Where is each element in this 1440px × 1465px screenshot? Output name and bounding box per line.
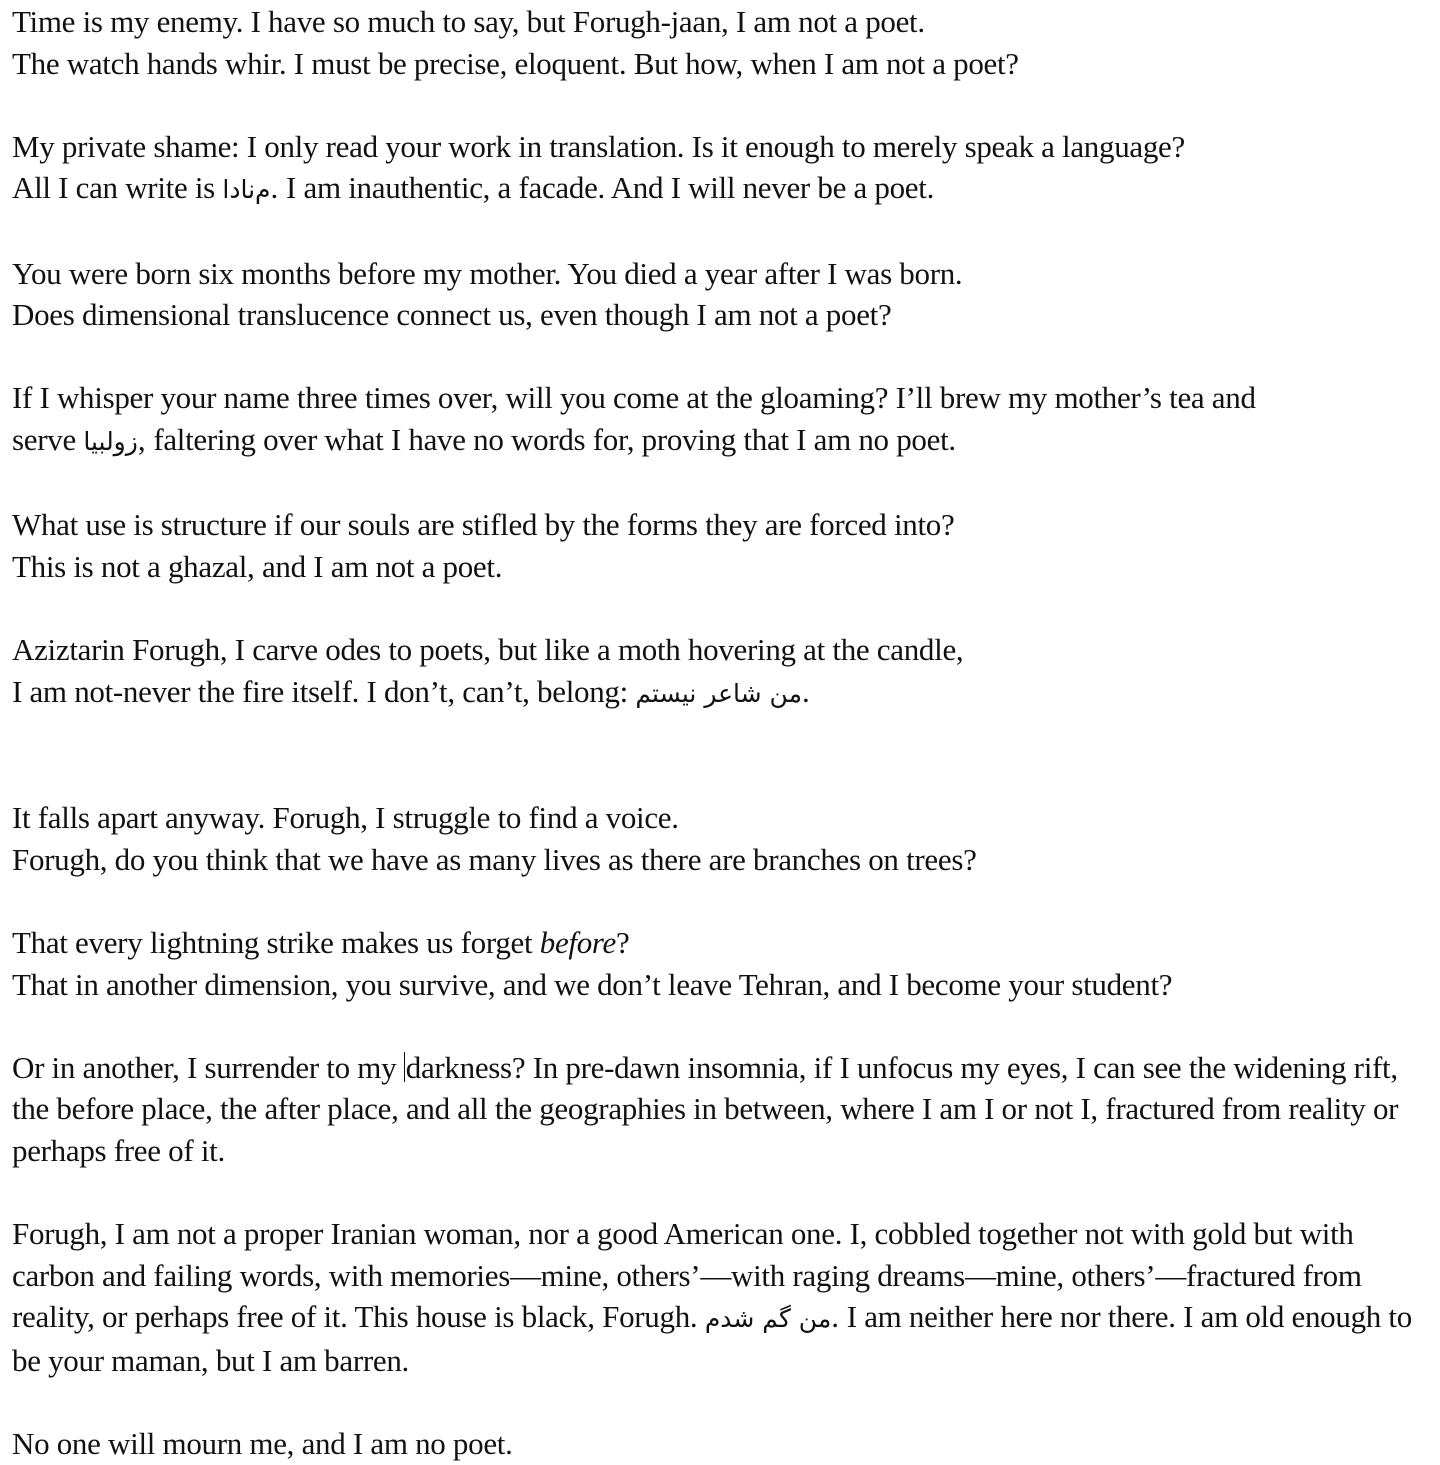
poem-text: I am not-never the fire itself. I don’t, can’t, belong:: [12, 673, 636, 709]
poem-line: Does dimensional translucence connect us, even though I am not a poet?: [12, 297, 892, 333]
poem-line: No one will mourn me, and I am no poet.: [12, 1426, 513, 1462]
poem-line: If I whisper your name three times over, will you come at the gloaming? I’ll brew my mother’s tea and: [12, 380, 1256, 416]
poem-line: You were born six months before my mother. You died a year after I was born.: [12, 255, 963, 291]
poem-text: . I am neither here nor there. I am old enough to be your maman, but I am barren.: [12, 1299, 1412, 1378]
stanza-7: [12, 797, 1434, 880]
poem-line: Aziztarin Forugh, I carve odes to poets, but like a moth hovering at the candle,: [12, 631, 964, 667]
persian-phrase: من گم شدم: [704, 1304, 832, 1334]
poem-paragraph: [12, 1213, 1434, 1381]
poem-line: That in another dimension, you survive, and we don’t leave Tehran, and I become your student?: [12, 966, 1173, 1002]
stanza-10: [12, 1213, 1434, 1381]
stanza-3: [12, 253, 1434, 336]
poem-line: This is not a ghazal, and I am not a poet.: [12, 548, 503, 584]
poem-line: [12, 167, 1434, 211]
stanza-9: [12, 1047, 1434, 1172]
poem-text: serve: [12, 421, 84, 457]
persian-phrase: من شاعر نیستم: [635, 678, 802, 708]
poem-text: Forugh, I am not a proper Iranian woman, nor a good American one. I, cobbled together not with gold but with carbon and failing words, with memories—mine, others’—with raging dreams—mine, others’—fractured from reality, or perhaps free of it. This house is black, Forugh.: [12, 1216, 1362, 1335]
poem-line: Time is my enemy. I have so much to say, but Forugh-jaan, I am not a poet.: [12, 4, 925, 39]
stanza-5: [12, 504, 1434, 587]
stanza-1: [12, 1, 1434, 84]
poem-line: [12, 671, 1434, 715]
persian-word: م‌نادا: [222, 175, 271, 205]
stanza-2: [12, 126, 1434, 211]
poem-text: ?: [616, 925, 630, 961]
stanza-4: [12, 377, 1434, 462]
poem-line: What use is structure if our souls are stifled by the forms they are forced into?: [12, 507, 955, 543]
stanza-11: [12, 1423, 1434, 1465]
poem-line: My private shame: I only read your work in translation. Is it enough to merely speak a language?: [12, 128, 1185, 164]
poem-paragraph: [12, 1047, 1434, 1172]
poem-text: Or in another, I surrender to my: [12, 1049, 404, 1085]
poem-line: [12, 419, 1434, 463]
poem-line: [12, 922, 1434, 964]
poem-text: All I can write is: [12, 170, 223, 206]
persian-word: زولبیا: [83, 426, 138, 456]
emphasis-word: before: [539, 925, 616, 961]
poem-text: darkness? In pre-dawn insomnia, if I unfocus my eyes, I can see the widening rift, the before place, the after place, and all the geographies in between, where I am I or not I, fractured from reality or perhaps free of it.: [12, 1049, 1399, 1169]
stanza-8: [12, 922, 1434, 1005]
poem-text: That every lightning strike makes us forget: [12, 925, 540, 961]
poem-text: , faltering over what I have no words for, proving that I am no poet.: [137, 421, 956, 457]
poem-line: The watch hands whir. I must be precise, eloquent. But how, when I am not a poet?: [12, 45, 1019, 81]
poem-line: Forugh, do you think that we have as many lives as there are branches on trees?: [12, 841, 977, 877]
poem-text: .: [801, 673, 810, 709]
poem-document[interactable]: [0, 1, 1440, 1465]
stanza-6: [12, 629, 1434, 714]
text-cursor: [404, 1052, 405, 1082]
poem-line: It falls apart anyway. Forugh, I struggle to find a voice.: [12, 800, 679, 836]
poem-text: . I am inauthentic, a facade. And I will never be a poet.: [270, 170, 935, 206]
